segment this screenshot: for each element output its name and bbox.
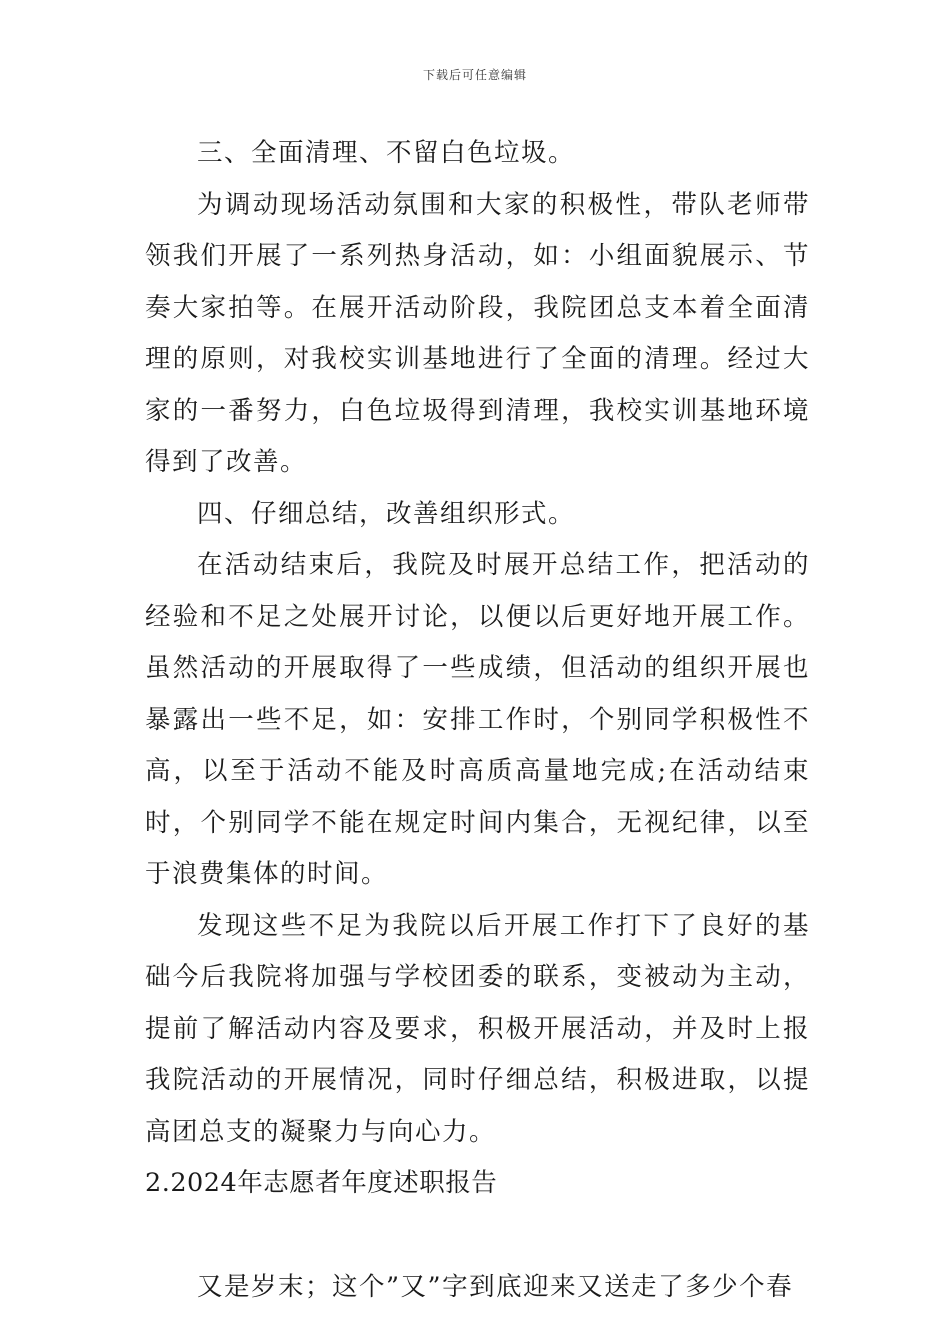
blank-line — [145, 1210, 810, 1262]
paragraph-closing: 又是岁末；这个”又”字到底迎来又送走了多少个春 — [197, 1271, 794, 1302]
heading-section-four: 四、仔细总结，改善组织形式。 — [197, 498, 576, 529]
paragraph-improvement: 发现这些不足为我院以后开展工作打下了良好的基础今后我院将加强与学校团委的联系，变被动为主动，提前了解活动内容及要求，积极开展活动，并及时上报我院活动的开展情况，同时仔细总结，积极进取，以提高团总支的凝聚力与向心力。 — [145, 910, 810, 1147]
document-body — [145, 128, 810, 1313]
page-header-note: 下载后可任意编辑 — [422, 68, 527, 82]
heading-section-three: 三、全面清理、不留白色垃圾。 — [197, 138, 576, 168]
paragraph-cleanup: 为调动现场活动氛围和大家的积极性，带队老师带领我们开展了一系列热身活动，如：小组面貌展示、节奏大家拍等。在展开活动阶段，我院团总支本着全面清理的原则，对我校实训基地进行了全面的清理。经过大家的一番努力，白色垃圾得到清理，我校实训基地环境得到了改善。 — [145, 189, 810, 477]
paragraph-summary: 在活动结束后，我院及时展开总结工作，把活动的经验和不足之处展开讨论，以便以后更好地开展工作。虽然活动的开展取得了一些成绩，但活动的组织开展也暴露出一些不足，如：安排工作时，个别同学积极性不高，以至于活动不能及时高质高量地完成;在活动结束时，个别同学不能在规定时间内集合，无视纪律，以至于浪费集体的时间。 — [145, 550, 810, 889]
section-title: 2.2024年志愿者年度述职报告 — [145, 1168, 498, 1198]
